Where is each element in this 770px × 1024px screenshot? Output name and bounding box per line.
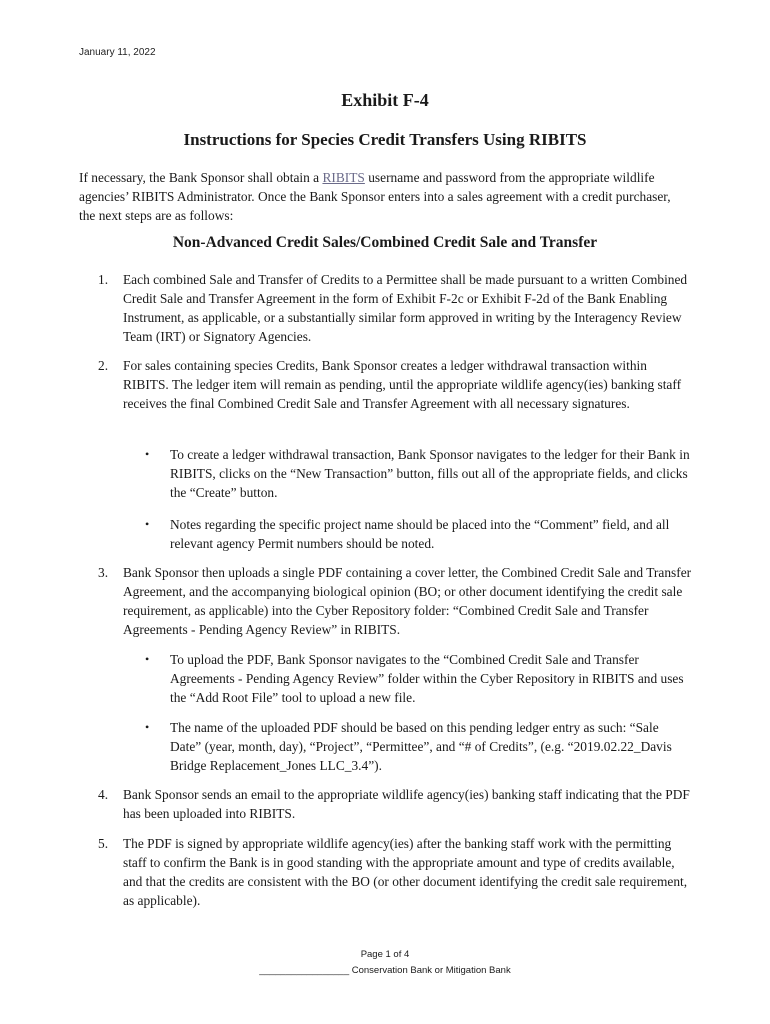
bullet-icon: • xyxy=(145,517,150,531)
list-number: 2. xyxy=(98,358,109,373)
bullet-icon: • xyxy=(145,652,150,666)
list-item-text: Bank Sponsor then uploads a single PDF containing a cover letter, the Combined Credit Sale and Transfer Agreement, and the accompanying biological opinion (BO; or other document identifying the credit sale requirement, as applicable) into the Cyber Repository folder: “Combined Credit Sale and Transfer Agreements - Pending Agency Review” in RIBITS. xyxy=(123,565,692,637)
list-number: 5. xyxy=(98,836,109,851)
exhibit-title: Exhibit F-4 xyxy=(341,90,429,110)
footer-signature-line: _________________ Conservation Bank or Mitigation Bank xyxy=(259,965,511,976)
list-number: 3. xyxy=(98,565,109,580)
list-item-text: For sales containing species Credits, Bank Sponsor creates a ledger withdrawal transaction within RIBITS. The ledger item will remain as pending, until the appropriate wildlife agency(ies) banking staff receives the final Combined Credit Sale and Transfer Agreement with all necessary signatures. xyxy=(123,358,682,411)
bullet-text: To create a ledger withdrawal transaction, Bank Sponsor navigates to the ledger for their Bank in RIBITS, clicks on the “New Transaction” button, fills out all of the appropriate fields, and clicks the “Create” button. xyxy=(170,447,690,500)
header-date: January 11, 2022 xyxy=(79,47,156,58)
intro-text-end: username and password from the appropriate wildlife agencies’ RIBITS Administrator. Once the Bank Sponsor enters into a sales agreement with a credit purchaser, the next steps are as follows: xyxy=(79,170,671,223)
section-heading: Non-Advanced Credit Sales/Combined Credit Sale and Transfer xyxy=(172,234,598,251)
list-number: 1. xyxy=(98,272,109,287)
intro-paragraph xyxy=(79,168,689,225)
bullet-text: To upload the PDF, Bank Sponsor navigates to the “Combined Credit Sale and Transfer Agreements - Pending Agency Review” folder within the Cyber Repository in RIBITS and uses the “Add Root File” tool to upload a new file. xyxy=(170,652,684,705)
list-item-text: Bank Sponsor sends an email to the appropriate wildlife agency(ies) banking staff indicating that the PDF has been uploaded into RIBITS. xyxy=(123,787,690,821)
bullet-text: The name of the uploaded PDF should be based on this pending ledger entry as such: “Sale Date” (year, month, day), “Project”, “Permittee”, and “# of Credits”, (e.g. “2019.02.22_Davis Bridge Replacement_Jones LLC_3.4”). xyxy=(170,720,672,773)
list-item-text: Each combined Sale and Transfer of Credits to a Permittee shall be made pursuant to a written Combined Credit Sale and Transfer Agreement in the form of Exhibit F-2c or Exhibit F-2d of the Bank Enabling Instrument, as applicable, or a substantially similar form approved in writing by the Interagency Review Team (IRT) or Signatory Agencies. xyxy=(123,272,688,344)
intro-text-start: If necessary, the Bank Sponsor shall obtain a xyxy=(79,170,323,185)
list-item-text: The PDF is signed by appropriate wildlife agency(ies) after the banking staff work with the permitting staff to confirm the Bank is in good standing with the appropriate amount and type of credits available, and that the credits are consistent with the BO (or other document identifying the credit sale requirement, as applicable). xyxy=(123,836,688,908)
ribits-link[interactable]: RIBITS xyxy=(322,170,365,185)
list-number: 4. xyxy=(98,787,109,802)
bullet-icon: • xyxy=(145,447,150,461)
bullet-icon: • xyxy=(145,720,150,734)
page-number: Page 1 of 4 xyxy=(360,949,410,960)
document-title: Instructions for Species Credit Transfers Using RIBITS xyxy=(183,130,587,149)
bullet-text: Notes regarding the specific project name should be placed into the “Comment” field, and all relevant agency Permit numbers should be noted. xyxy=(170,517,670,551)
